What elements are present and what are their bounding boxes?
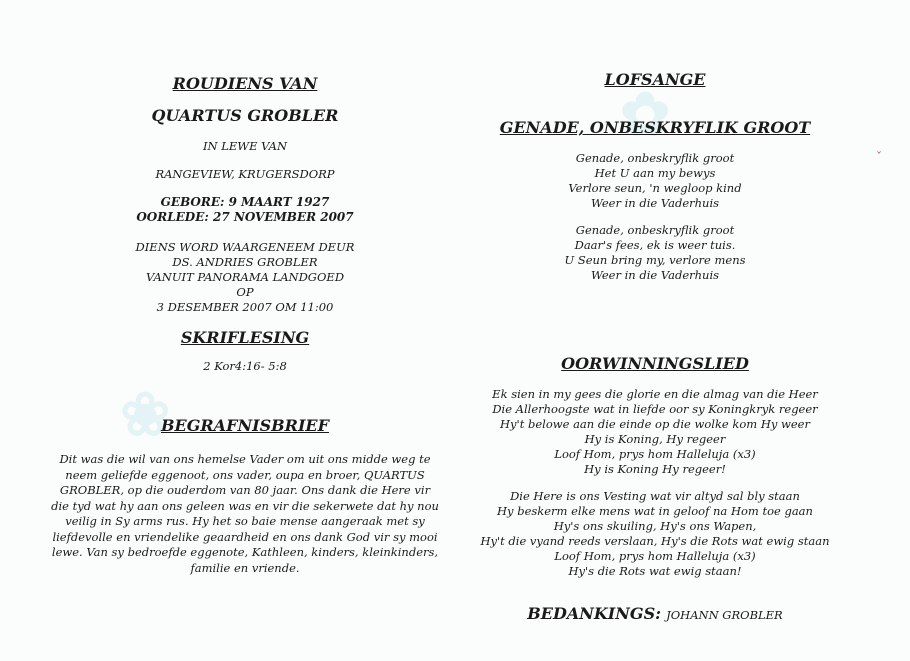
scripture-reference: 2 Kor4:16- 5:8 [203,359,287,373]
hymn-line: Ek sien in my gees die glorie en die almag van die Heer [492,387,818,401]
service-line: OP [236,285,254,299]
ink-mark: ˇ [876,150,882,164]
thanks-name: JOHANN GROBLER [666,608,783,622]
letter-heading: BEGRAFNISBRIEF [161,416,329,435]
hymn-line: Hy is Koning Hy regeer! [584,462,726,476]
hymn-line: Hy is Koning, Hy regeer [584,432,726,446]
hymn-line: Het U aan my bewys [594,166,716,180]
letter-line: veilig in Sy arms rus. Hy het so baie mense aangeraak met sy [65,514,425,528]
letter-line: GROBLER, op die ouderdom van 80 jaar. Ons dank die Here vir [59,483,431,497]
funeral-letter [30,452,460,576]
service-details [30,240,460,315]
letter-line: neem geliefde eggenoot, ons vader, oupa en broer, QUARTUS [65,467,425,482]
death-date: OORLEDE: 27 NOVEMBER 2007 [136,210,354,224]
thanks-label: BEDANKINGS: [527,604,662,623]
in-lewe-label: IN LEWE VAN [202,139,288,153]
deceased-name: QUARTUS GROBLER [151,106,339,125]
hymn-line: Genade, onbeskryflik groot [575,151,735,165]
service-line: 3 DESEMBER 2007 OM 11:00 [156,300,334,314]
watermark-decoration: ✿ [620,80,671,150]
hymn-line: Genade, onbeskryflik groot [575,223,735,237]
hymn1-title: GENADE, ONBESKRYFLIK GROOT [499,118,811,137]
service-line: DS. ANDRIES GROBLER [172,255,318,269]
hymns-heading: LOFSANGE [604,70,706,89]
hymn-line: U Seun bring my, verlore mens [564,253,746,267]
hymn-line: Weer in die Vaderhuis [590,196,720,210]
service-line: DIENS WORD WAARGENEEM DEUR [135,240,355,254]
birth-date: GEBORE: 9 MAART 1927 [160,195,330,209]
service-line: VANUIT PANORAMA LANDGOED [145,270,345,284]
residence: RANGEVIEW, KRUGERSDORP [155,167,335,181]
letter-line: familie en vriende. [190,560,300,575]
watermark-decoration: ❀ [120,380,171,450]
letter-line: liefdevolle en vriendelike geaardheid en ons dank God vir sy mooi [52,529,438,544]
hymn-line: Hy's ons skuiling, Hy's ons Wapen, [553,519,757,533]
hymn-line: Verlore seun, 'n wegloop kind [568,181,742,195]
letter-line: Dit was die wil van ons hemelse Vader om uit ons midde weg te [59,452,431,466]
hymn-line: Hy's die Rots wat ewig staan! [568,564,742,578]
scripture-heading: SKRIFLESING [180,328,310,347]
hymn-line: Daar's fees, ek is weer tuis. [574,238,736,252]
hymn-line: Hy't belowe aan die einde op die wolke kom Hy weer [500,417,810,431]
hymn-line: Die Allerhoogste wat in liefde oor sy Koningkryk regeer [492,402,818,416]
hymn2-verse2 [470,489,840,579]
hymn-line: Loof Hom, prys hom Halleluja (x3) [554,447,756,461]
acknowledgements [470,604,840,623]
hymn2-verse1 [470,387,840,477]
hymn-line: Hy't die vyand reeds verslaan, Hy's die Rots wat ewig staan [480,534,830,548]
hymn-line: Loof Hom, prys hom Halleluja (x3) [554,549,756,563]
letter-line: lewe. Van sy bedroefde eggenote, Kathleen, kinders, kleinkinders, [51,545,439,559]
hymn-line: Die Here is ons Vesting wat vir altyd sal bly staan [510,489,800,503]
hymn1-verse1 [470,151,840,211]
title-roudiens: ROUDIENS VAN [172,74,318,93]
hymn-line: Hy beskerm elke mens wat in geloof na Hom toe gaan [497,504,813,518]
hymn2-title: OORWINNINGSLIED [561,354,749,373]
hymn1-verse2 [470,223,840,283]
hymn-line: Weer in die Vaderhuis [590,268,720,282]
letter-line: die tyd wat hy aan ons geleen was en vir die sekerwete dat hy nou [51,498,439,513]
